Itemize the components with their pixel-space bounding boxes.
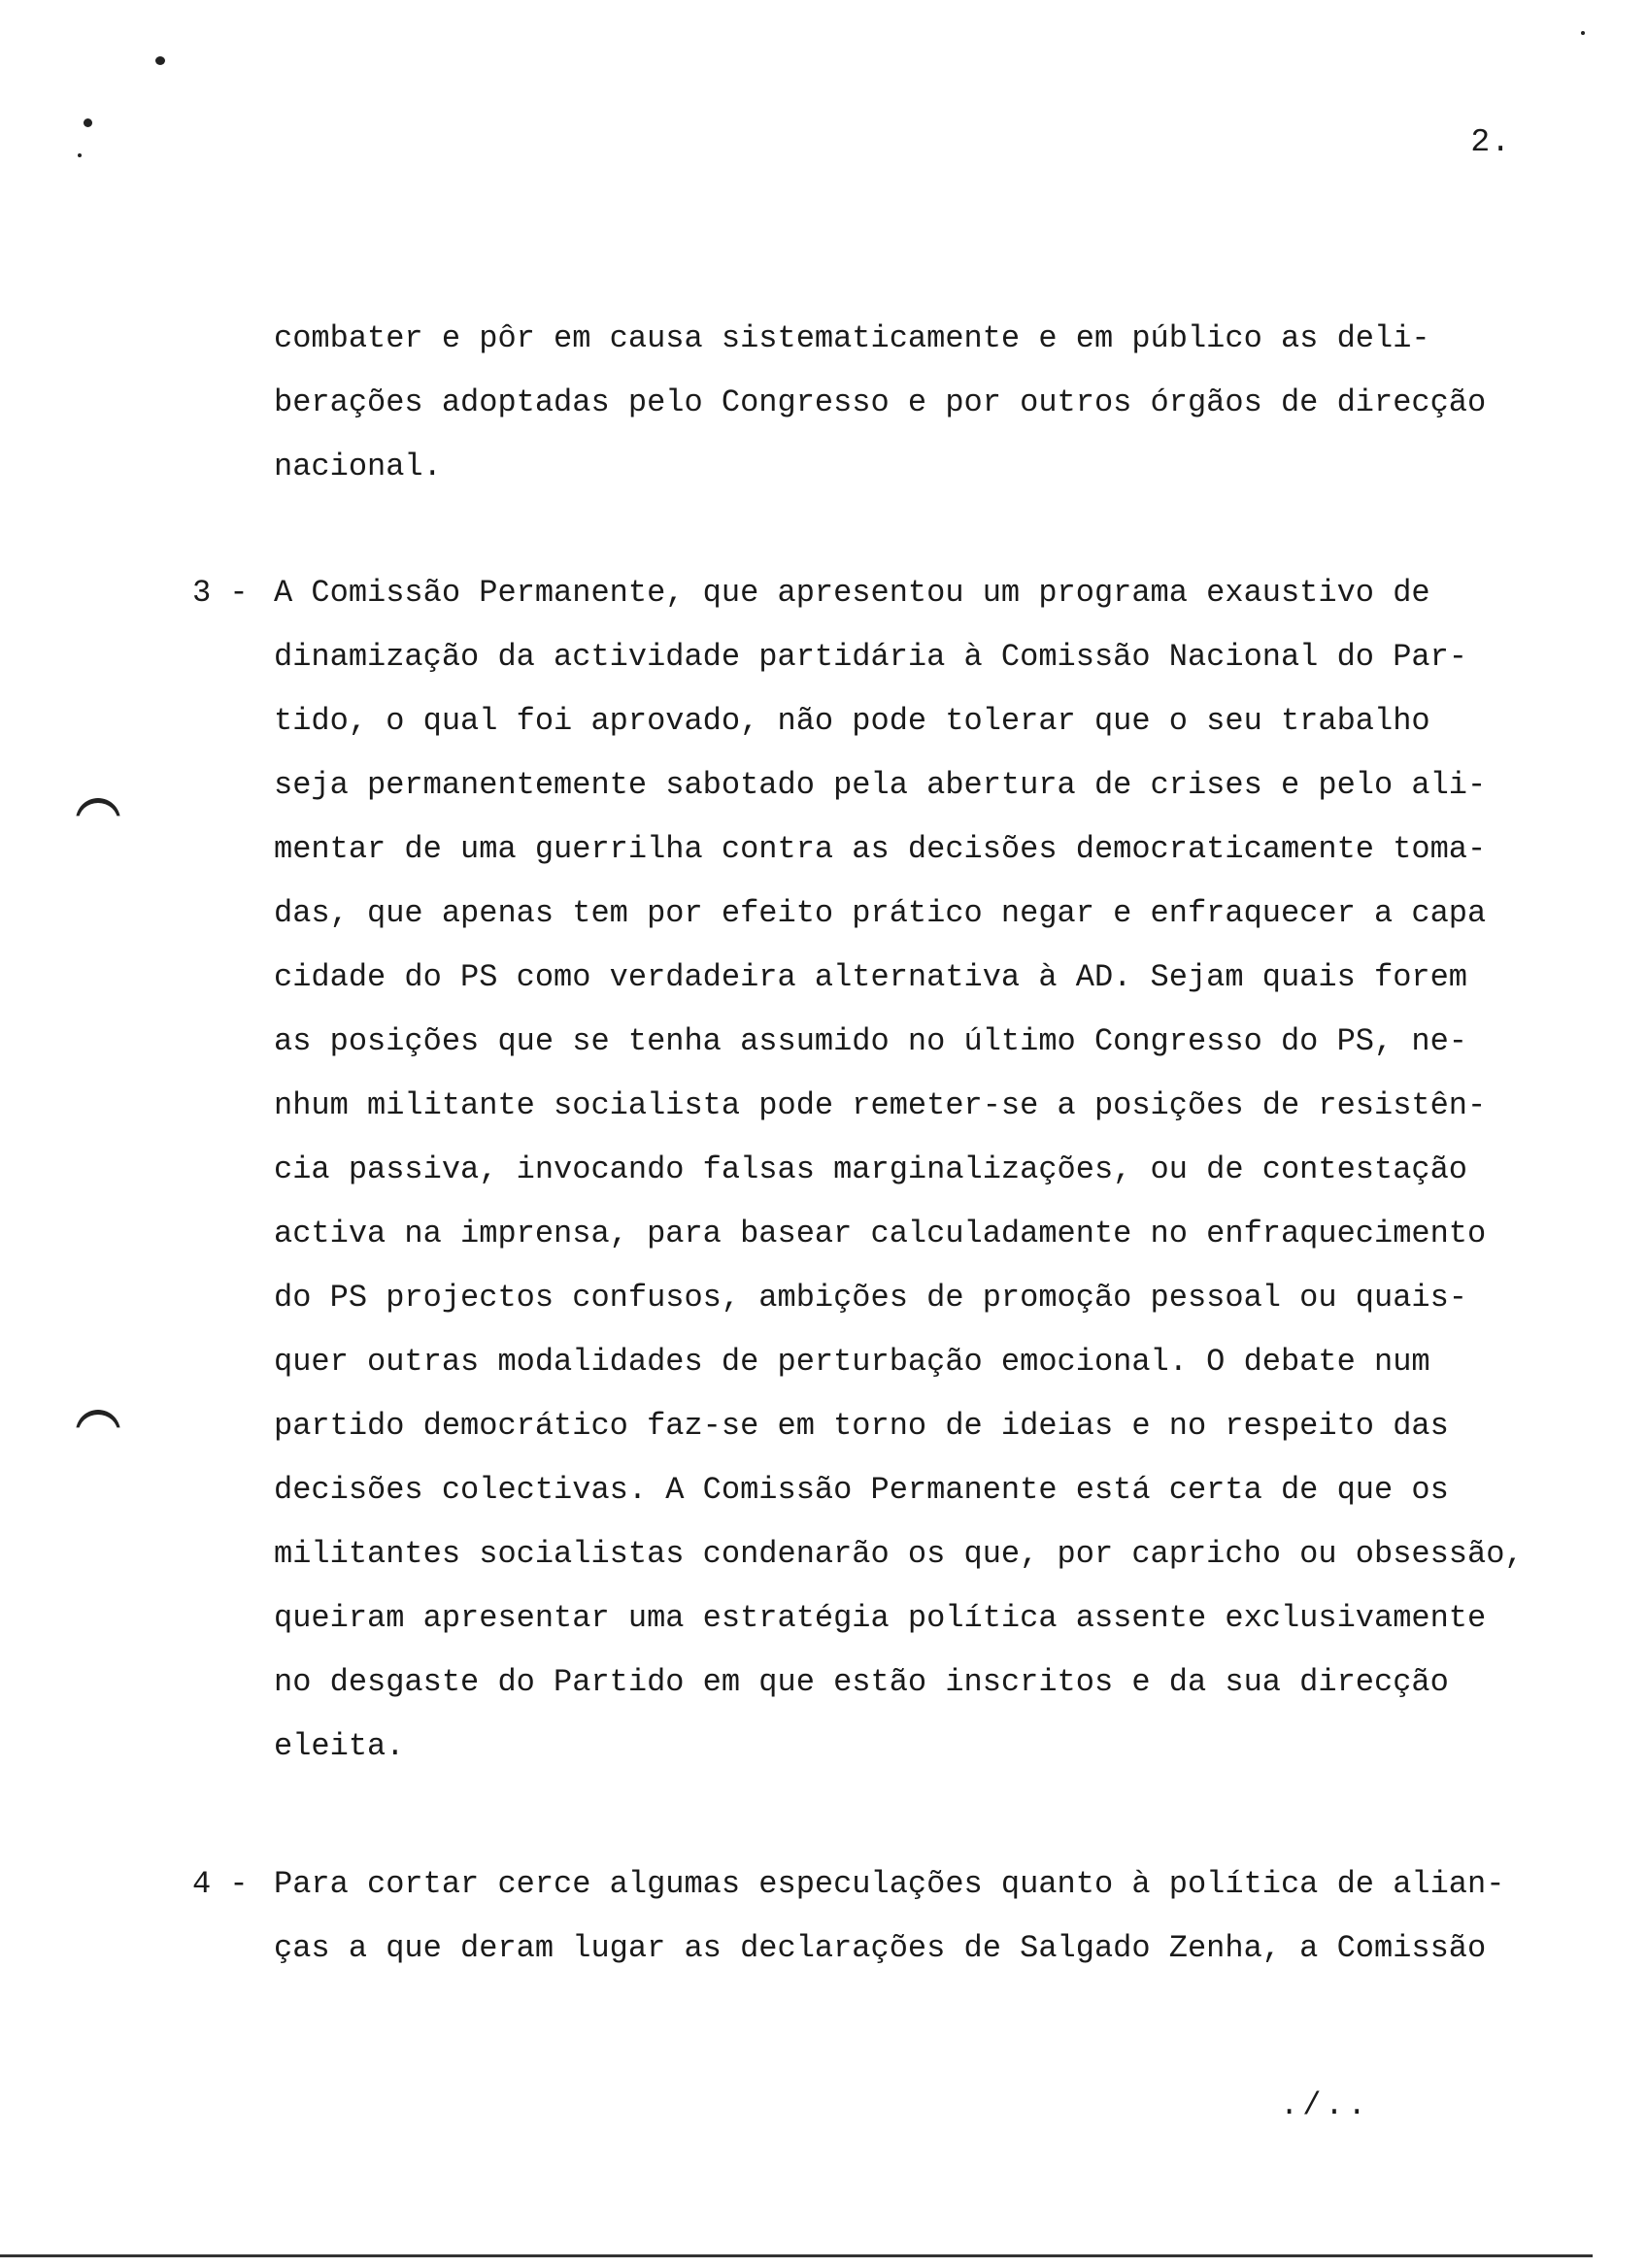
continued-marker: ./.. xyxy=(1280,2087,1370,2123)
continuation-paragraph: combater e pôr em causa sistematicamente e em público as deli- berações adoptadas pelo Congresso e por outros órgãos de direcção nacional. xyxy=(274,320,1487,484)
scan-speck xyxy=(155,56,165,65)
item-number: 3 - xyxy=(192,575,249,611)
numbered-item-4 xyxy=(192,1852,1581,1981)
scan-speck xyxy=(78,153,82,157)
scan-speck xyxy=(84,118,92,127)
page-number: 2. xyxy=(1470,124,1511,160)
item-number: 4 - xyxy=(192,1866,249,1902)
item-paragraph: Para cortar cerce algumas especulações quanto à política de alian- ças a que deram lugar as declarações de Salgado Zenha, a Comissão xyxy=(274,1866,1505,1966)
punch-hole-mark xyxy=(76,1410,120,1454)
bottom-edge-line xyxy=(0,2254,1593,2257)
numbered-item-3 xyxy=(192,561,1581,1779)
item-paragraph: A Comissão Permanente, que apresentou um programa exaustivo de dinamização da actividade partidária à Comissão Nacional do Par- tido, o qual foi aprovado, não pode tolerar que o seu trabalho seja permanentemente sabotado pela abertura de crises e pelo ali- mentar de uma guerrilha contra as decisões democraticamente toma- das, que apenas tem por efeito prático negar e enfraquecer a capa cidade do PS como verdadeira alternativa à AD. Sejam quais forem as posições que se tenha assumido no último Congresso do PS, ne- nhum militante socialista pode remeter-se a posições de resistên- cia passiva, invocando falsas marginalizações, ou de contestação activa na imprensa, para basear calculadamente no enfraquecimento do PS projectos confusos, ambições de promoção pessoal ou quais- quer outras modalidades de perturbação emocional. O debate num partido democrático faz-se em torno de ideias e no respeito das decisões colectivas. A Comissão Permanente está certa de que os militantes socialistas condenarão os que, por capricho ou obsessão, queiram apresentar uma estratégia política assente exclusivamente no desgaste do Partido em que estão inscritos e da sua direcção eleita. xyxy=(274,575,1524,1764)
punch-hole-mark xyxy=(76,798,120,843)
scan-speck xyxy=(1581,31,1585,35)
